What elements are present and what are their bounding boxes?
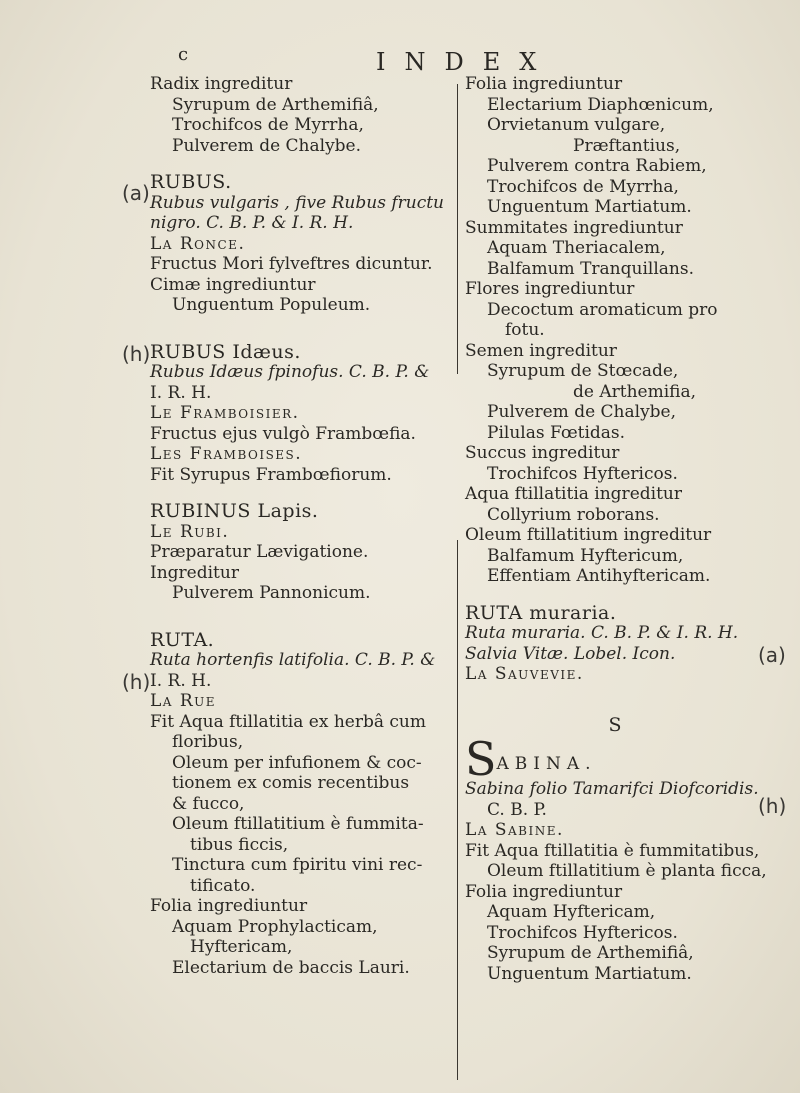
- margin-note-h: (h): [758, 794, 787, 818]
- left-column: [150, 74, 450, 978]
- text-line: La Ronce.: [150, 233, 246, 254]
- text-line: tificato.: [190, 875, 256, 896]
- text-line: Fit Syrupus Frambœfiorum.: [150, 464, 392, 485]
- entry-heading: RUBUS Idæus.: [150, 340, 301, 363]
- text-line: Le Framboisier.: [150, 403, 300, 423]
- text-line: Pulverem contra Rabiem,: [487, 156, 707, 176]
- text-line: Unguentum Martiatum.: [487, 963, 692, 984]
- margin-note-a: (a): [758, 643, 786, 667]
- text-line: Fit Aqua ftillatitia è fummitatibus,: [465, 840, 760, 861]
- text-line: Unguentum Martiatum.: [487, 197, 692, 217]
- text-line: Oleum ftillatitium è planta ficca,: [487, 861, 767, 881]
- text-line: Folia ingrediuntur: [150, 896, 308, 916]
- text-line: Rubus Idæus fpinofus. C. B. P. &: [150, 362, 430, 382]
- text-line: Præftantius,: [573, 135, 681, 156]
- margin-note-h: (h): [122, 670, 151, 694]
- text-line: de Arthemifia,: [573, 381, 697, 402]
- right-column-bottom: [465, 779, 765, 984]
- text-line: Summitates ingrediuntur: [465, 217, 683, 238]
- text-line: Ingreditur: [150, 562, 239, 583]
- text-line: Hyftericam,: [190, 937, 293, 957]
- section-letter: S: [608, 713, 622, 736]
- text-line: Oleum ftillatitium ingreditur: [465, 525, 712, 545]
- text-line: Syrupum de Stœcade,: [487, 361, 679, 381]
- text-line: Præparatur Lævigatione.: [150, 542, 369, 562]
- signature-mark: c: [178, 44, 189, 65]
- drop-cap: S: [465, 732, 497, 786]
- text-line: Unguentum Populeum.: [172, 295, 371, 315]
- text-line: Pulverem de Chalybe.: [172, 135, 362, 156]
- text-line: La Rue: [150, 691, 217, 711]
- right-column: [465, 74, 765, 984]
- heading-rest: ABINA.: [496, 754, 597, 774]
- text-line: Flores ingrediuntur: [465, 279, 635, 299]
- text-line: Aquam Prophylacticam,: [172, 916, 378, 937]
- margin-note-a: (a): [122, 181, 150, 205]
- text-line: Salvia Vitæ. Lobel. Icon.: [465, 643, 676, 664]
- text-line: Radix ingreditur: [150, 74, 293, 94]
- text-line: Folia ingrediuntur: [465, 74, 623, 94]
- text-line: Oleum ftillatitium è fummita-: [172, 814, 424, 834]
- text-line: & fucco,: [172, 793, 245, 814]
- text-line: Fructus Mori fylveftres dicuntur.: [150, 254, 433, 274]
- entry-heading: RUBUS.: [150, 171, 232, 193]
- text-line: Sabina folio Tamarifci Diofcoridis.: [465, 779, 759, 799]
- margin-note-h: (h): [122, 342, 151, 366]
- text-line: La Sabine.: [465, 820, 564, 840]
- text-line: Trochifcos Hyftericos.: [487, 922, 678, 943]
- entry-heading: RUTA muraria.: [465, 601, 617, 624]
- page-title: INDEX: [376, 48, 556, 76]
- text-line: La Sauvevie.: [465, 664, 584, 684]
- text-line: Tinctura cum fpiritu vini rec-: [172, 855, 423, 875]
- text-line: Syrupum de Arthemifiâ,: [487, 943, 694, 963]
- text-line: Semen ingreditur: [465, 340, 617, 361]
- text-line: Trochifcos de Myrrha,: [487, 176, 679, 197]
- spacer: [150, 316, 450, 342]
- spacer: [465, 587, 765, 603]
- text-line: Les Framboises.: [150, 444, 303, 464]
- text-line: fotu.: [505, 320, 545, 340]
- text-line: Aquam Theriacalem,: [487, 238, 666, 258]
- text-line: Trochifcos Hyftericos.: [487, 463, 678, 484]
- text-line: Rubus vulgaris , five Rubus fructu: [150, 192, 444, 213]
- column-rule-bottom: [457, 540, 458, 1080]
- text-line: I. R. H.: [150, 382, 212, 403]
- text-line: Oleum per infufionem & coc-: [172, 752, 422, 773]
- text-line: Balfamum Tranquillans.: [487, 258, 694, 279]
- text-line: Fructus ejus vulgò Frambœfia.: [150, 423, 416, 444]
- text-line: Folia ingrediuntur: [465, 881, 623, 902]
- text-line: Trochifcos de Myrrha,: [172, 115, 364, 135]
- right-column-top: [465, 74, 765, 685]
- column-rule-top: [457, 84, 458, 374]
- text-line: Aquam Hyftericam,: [487, 902, 656, 922]
- text-line: Electarium Diaphœnicum,: [487, 94, 714, 115]
- text-line: Syrupum de Arthemifiâ,: [172, 94, 379, 115]
- text-line: C. B. P.: [487, 799, 547, 820]
- text-line: Cimæ ingrediuntur: [150, 274, 316, 295]
- text-line: Aqua ftillatitia ingreditur: [465, 484, 682, 504]
- text-line: Pulverem de Chalybe,: [487, 402, 677, 422]
- text-line: Balfamum Hyftericum,: [487, 545, 684, 566]
- text-line: Fit Aqua ftillatitia ex herbâ cum: [150, 711, 426, 732]
- text-line: Le Rubi.: [150, 521, 230, 542]
- text-line: Pilulas Fœtidas.: [487, 422, 626, 443]
- spacer: [150, 485, 450, 501]
- page-header: [0, 44, 800, 74]
- spacer: [150, 604, 450, 630]
- text-line: Decoctum aromaticum pro: [487, 299, 718, 320]
- entry-heading: RUTA.: [150, 628, 215, 651]
- text-line: Effentiam Antihyftericam.: [487, 566, 711, 586]
- text-line: Ruta hortenfis latifolia. C. B. P. &: [150, 650, 436, 670]
- entry-heading: RUBINUS Lapis.: [150, 500, 319, 522]
- text-line: floribus,: [172, 732, 244, 752]
- text-line: Succus ingreditur: [465, 443, 620, 463]
- text-line: nigro. C. B. P. & I. R. H.: [150, 213, 354, 233]
- text-line: Ruta muraria. C. B. P. & I. R. H.: [465, 623, 739, 643]
- text-line: Pulverem Pannonicum.: [172, 583, 371, 603]
- text-line: Collyrium roborans.: [487, 504, 660, 525]
- text-line: I. R. H.: [150, 670, 212, 691]
- text-line: Orvietanum vulgare,: [487, 115, 666, 135]
- text-line: tionem ex comis recentibus: [172, 773, 410, 793]
- spacer: [150, 156, 450, 172]
- text-line: Electarium de baccis Lauri.: [172, 957, 410, 978]
- text-line: tibus ficcis,: [190, 834, 289, 855]
- entry-heading: [465, 732, 765, 786]
